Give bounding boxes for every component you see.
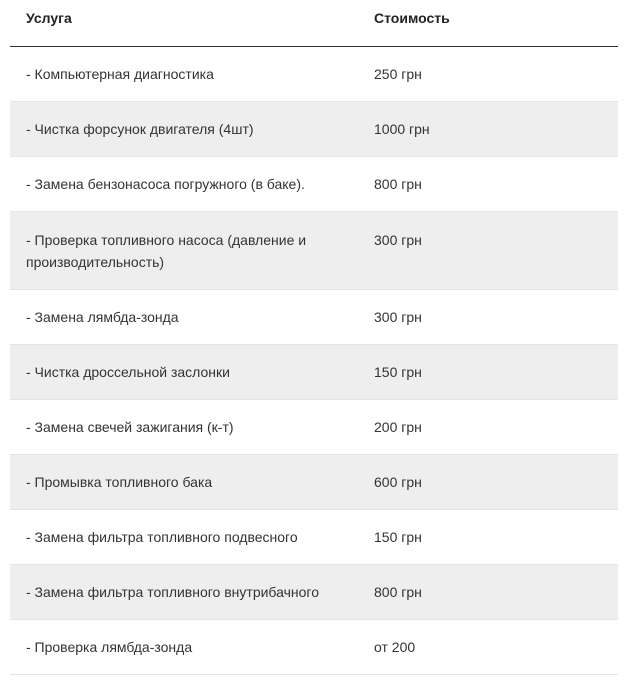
table-row: [10, 101, 618, 156]
service-cell: - Замена фильтра топливного подвесного: [10, 509, 358, 564]
table-row: [10, 454, 618, 509]
price-cell: 300 грн: [358, 289, 618, 344]
service-cell: - Чистка форсунок двигателя (4шт): [10, 101, 358, 156]
service-cell: - Проверка топливного насоса (давление и производительность): [10, 211, 358, 289]
service-cell: - Замена лямбда-зонда: [10, 289, 358, 344]
price-cell: 800 грн: [358, 156, 618, 211]
table-row: [10, 344, 618, 399]
table-row: [10, 509, 618, 564]
table-body: [10, 46, 618, 674]
price-column-header: Стоимость: [358, 0, 618, 46]
table-row: [10, 46, 618, 101]
service-cell: - Замена фильтра топливного внутрибачного: [10, 564, 358, 619]
price-cell: от 200: [358, 619, 618, 674]
table-row: [10, 289, 618, 344]
price-cell: 600 грн: [358, 454, 618, 509]
price-table: [10, 0, 618, 675]
table-header: [10, 0, 618, 46]
service-cell: - Промывка топливного бака: [10, 454, 358, 509]
table-row: [10, 156, 618, 211]
price-cell: 150 грн: [358, 509, 618, 564]
service-column-header: Услуга: [10, 0, 358, 46]
price-cell: 1000 грн: [358, 101, 618, 156]
service-cell: - Проверка лямбда-зонда: [10, 619, 358, 674]
price-cell: 300 грн: [358, 211, 618, 289]
price-cell: 250 грн: [358, 46, 618, 101]
table-row: [10, 211, 618, 289]
service-cell: - Компьютерная диагностика: [10, 46, 358, 101]
service-cell: - Замена бензонасоса погружного (в баке).: [10, 156, 358, 211]
service-cell: - Замена свечей зажигания (к-т): [10, 399, 358, 454]
price-cell: 800 грн: [358, 564, 618, 619]
price-cell: 150 грн: [358, 344, 618, 399]
table-row: [10, 619, 618, 674]
service-cell: - Чистка дроссельной заслонки: [10, 344, 358, 399]
table-row: [10, 564, 618, 619]
price-cell: 200 грн: [358, 399, 618, 454]
header-row: [10, 0, 618, 46]
table-row: [10, 399, 618, 454]
